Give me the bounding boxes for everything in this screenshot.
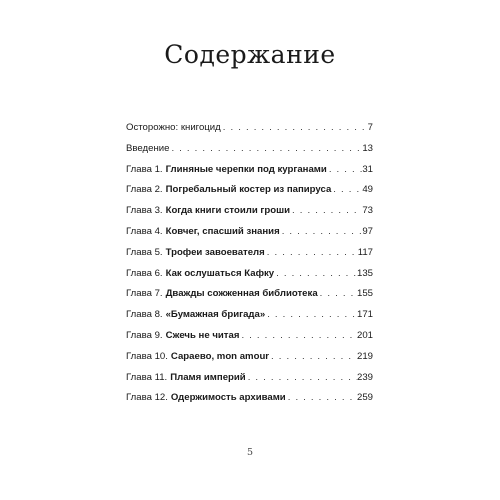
chapter-label: Глава 2. [126, 184, 163, 196]
dot-leader [331, 184, 362, 195]
entry-page-number: 97 [362, 225, 373, 237]
dot-leader [265, 309, 357, 320]
entry-title: Сараево, mon amour [170, 350, 270, 362]
chapter-label: Глава 5. [126, 246, 163, 258]
dot-leader [239, 330, 357, 341]
toc-entry[interactable] [126, 330, 373, 351]
toc-entry[interactable] [126, 143, 373, 164]
toc-entry[interactable] [126, 247, 373, 268]
dot-leader [290, 205, 362, 216]
toc-entry[interactable] [126, 268, 373, 289]
toc-entry[interactable] [126, 205, 373, 226]
page-number: 5 [246, 447, 254, 458]
entry-page-number: 171 [356, 309, 373, 321]
chapter-label: Глава 9. [126, 329, 163, 341]
chapter-label: Глава 11. [126, 371, 168, 383]
chapter-label: Глава 3. [126, 205, 163, 217]
entry-page-number: 201 [356, 329, 373, 341]
entry-page-number: 7 [367, 122, 373, 133]
dot-leader [280, 226, 363, 237]
entry-title: Одержимость архивами [170, 392, 286, 404]
dot-leader [286, 392, 357, 403]
toc-entry[interactable] [126, 351, 373, 372]
entry-title: Осторожно: книгоцид [126, 122, 221, 133]
dot-leader [327, 164, 363, 175]
chapter-label: Глава 8. [126, 309, 163, 321]
toc-entry[interactable] [126, 122, 373, 143]
chapter-label: Глава 4. [126, 225, 163, 237]
entry-page-number: 117 [357, 246, 373, 258]
entry-title: Ковчег, спасший знания [165, 225, 280, 237]
entry-title: «Бумажная бригада» [165, 309, 266, 321]
entry-page-number: 13 [362, 142, 373, 154]
page-title: Содержание [164, 40, 336, 69]
entry-page-number: 31 [362, 163, 373, 175]
entry-title: Погребальный костер из папируса [165, 184, 332, 196]
dot-leader [221, 122, 368, 133]
toc-entry[interactable] [126, 288, 373, 309]
dot-leader [169, 143, 362, 154]
entry-page-number: 219 [356, 350, 373, 362]
entry-title: Глиняные черепки под курганами [165, 163, 327, 175]
entry-page-number: 49 [362, 184, 373, 196]
toc-entry[interactable] [126, 372, 373, 393]
entry-page-number: 239 [356, 371, 373, 383]
entry-title: Когда книги стоили гроши [165, 205, 291, 217]
chapter-label: Глава 12. [126, 392, 168, 404]
toc-entry[interactable] [126, 184, 373, 205]
dot-leader [318, 288, 357, 299]
dot-leader [269, 351, 357, 362]
entry-title: Трофеи завоевателя [165, 246, 265, 258]
entry-title: Дважды сожженная библиотека [165, 288, 318, 300]
dot-leader [274, 268, 357, 279]
chapter-label: Глава 7. [126, 288, 163, 300]
entry-title: Пламя империй [170, 371, 246, 383]
toc-entry[interactable] [126, 226, 373, 247]
toc-entry[interactable] [126, 164, 373, 185]
toc-entry[interactable] [126, 392, 373, 413]
dot-leader [265, 247, 358, 258]
toc-entry[interactable] [126, 309, 373, 330]
dot-leader [246, 372, 357, 383]
table-of-contents [126, 122, 373, 413]
chapter-label: Глава 1. [126, 163, 163, 175]
entry-title: Как ослушаться Кафку [165, 267, 275, 279]
chapter-label: Глава 10. [126, 350, 168, 362]
chapter-label: Глава 6. [126, 267, 163, 279]
entry-page-number: 135 [356, 267, 373, 279]
entry-title: Введение [126, 142, 170, 154]
entry-page-number: 155 [356, 288, 373, 300]
entry-page-number: 73 [362, 205, 373, 217]
entry-title: Сжечь не читая [165, 329, 240, 341]
entry-page-number: 259 [356, 392, 373, 404]
